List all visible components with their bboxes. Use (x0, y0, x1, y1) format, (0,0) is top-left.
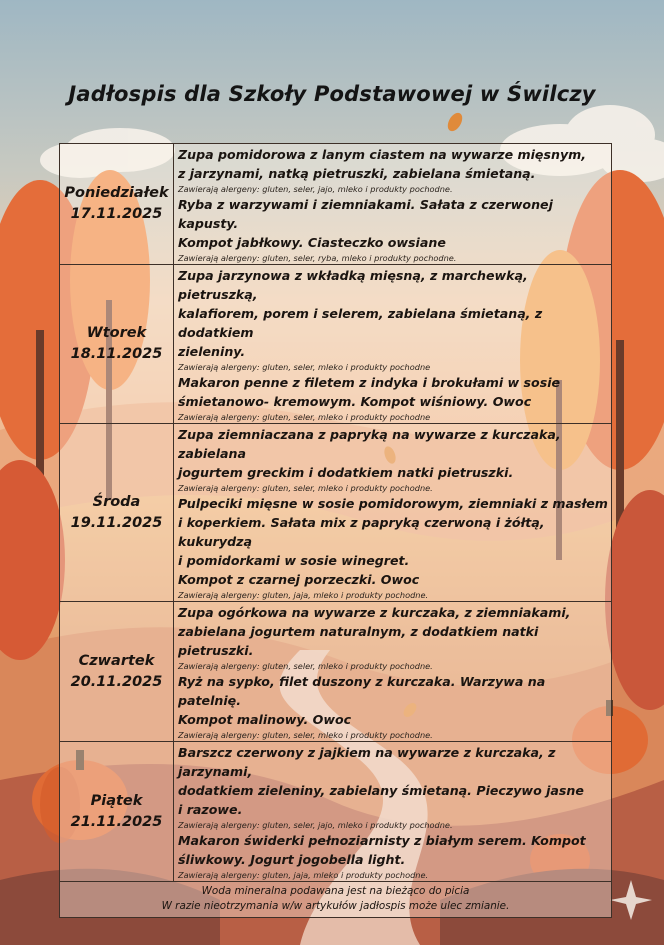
notes-row (60, 882, 612, 918)
dish-soup: Zupa ogórkowa na wywarze z kurczaka, z ziemniakami, zabielana jogurtem naturalnym, z dodatkiem natki pietruszki. (178, 605, 571, 658)
day-name: Środa (92, 493, 141, 510)
notes-cell (60, 882, 612, 918)
day-date: 17.11.2025 (70, 206, 163, 222)
day-date: 21.11.2025 (70, 813, 163, 830)
day-date: 18.11.2025 (70, 346, 163, 362)
dish-main: Makaron świderki pełnoziarnisty z białym serem. Kompot śliwkowy. Jogurt jogobella light. (178, 833, 586, 867)
allergen-note: Zawierają alergeny: gluten, seler, jajo, mleko i produkty pochodne. (178, 820, 453, 830)
day-row-thursday (60, 602, 612, 742)
allergen-note: Zawierają alergeny: gluten, seler, mleko i produkty pochodne. (178, 730, 433, 740)
meals-cell (174, 144, 612, 265)
day-cell (60, 424, 174, 602)
meals-cell (174, 742, 612, 882)
day-cell (60, 602, 174, 742)
meals-cell (174, 424, 612, 602)
menu-table (59, 143, 612, 918)
allergen-note: Zawierają alergeny: gluten, jaja, mleko i produkty pochodne. (178, 590, 429, 600)
allergen-note: Zawierają alergeny: gluten, seler, mleko i produkty pochodne. (178, 661, 433, 671)
day-name: Piątek (90, 792, 143, 809)
allergen-note: Zawierają alergeny: gluten, jaja, mleko i produkty pochodne. (178, 870, 429, 880)
day-row-friday (60, 742, 612, 882)
dish-main: Pulpeciki mięsne w sosie pomidorowym, ziemniaki z masłem i koperkiem. Sałata mix z papryką czerwoną i żółtą, kukurydzą i pomidorkami w sosie winegret. Kompot z czarnej porzeczki. Owoc (178, 496, 608, 587)
note-change: W razie nieotrzymania w/w artykułów jadłospis może ulec zmianie. (161, 900, 510, 912)
page-title: Jadłospis dla Szkoły Podstawowej w Świlczy (68, 82, 596, 106)
day-name: Czwartek (78, 652, 155, 669)
day-date: 20.11.2025 (70, 673, 163, 690)
allergen-note: Zawierają alergeny: gluten, seler, mleko i produkty pochodne (178, 412, 431, 422)
allergen-note: Zawierają alergeny: gluten, seler, mleko i produkty pochodne. (178, 483, 433, 493)
day-cell (60, 144, 174, 265)
day-date: 19.11.2025 (70, 514, 163, 531)
dish-soup: Zupa pomidorowa z lanym ciastem na wywarze mięsnym, z jarzynami, natką pietruszki, zabielana śmietaną. (178, 147, 587, 181)
day-cell (60, 265, 174, 424)
dish-soup: Barszcz czerwony z jajkiem na wywarze z kurczaka, z jarzynami, dodatkiem zieleniny, zabielany śmietaną. Pieczywo jasne i razowe. (178, 745, 584, 817)
dish-main: Ryż na sypko, filet duszony z kurczaka. Warzywa na patelnię. Kompot malinowy. Owoc (178, 674, 546, 727)
dish-main: Makaron penne z filetem z indyka i brokułami w sosie śmietanowo- kremowym. Kompot wiśniowy. Owoc (178, 375, 561, 409)
dish-soup: Zupa jarzynowa z wkładką mięsną, z marchewką, pietruszką, kalafiorem, porem i selerem, zabielana śmietaną, z dodatkiem zieleniny. (178, 268, 543, 359)
day-name: Poniedziałek (64, 185, 169, 201)
meals-cell (174, 602, 612, 742)
meals-cell (174, 265, 612, 424)
allergen-note: Zawierają alergeny: gluten, seler, jajo, mleko i produkty pochodne. (178, 184, 453, 194)
dish-main: Ryba z warzywami i ziemniakami. Sałata z czerwonej kapusty. Kompot jabłkowy. Ciasteczko owsiane (178, 197, 553, 250)
day-row-wednesday (60, 424, 612, 602)
day-row-monday (60, 144, 612, 265)
allergen-note: Zawierają alergeny: gluten, seler, mleko i produkty pochodne (178, 362, 431, 372)
dish-soup: Zupa ziemniaczana z papryką na wywarze z kurczaka, zabielana jogurtem greckim i dodatkiem natki pietruszki. (178, 427, 561, 480)
note-water: Woda mineralna podawana jest na bieżąco do picia (201, 885, 470, 897)
allergen-note: Zawierają alergeny: gluten, seler, ryba, mleko i produkty pochodne. (178, 253, 457, 263)
day-cell (60, 742, 174, 882)
day-row-tuesday (60, 265, 612, 424)
day-name: Wtorek (86, 325, 147, 341)
